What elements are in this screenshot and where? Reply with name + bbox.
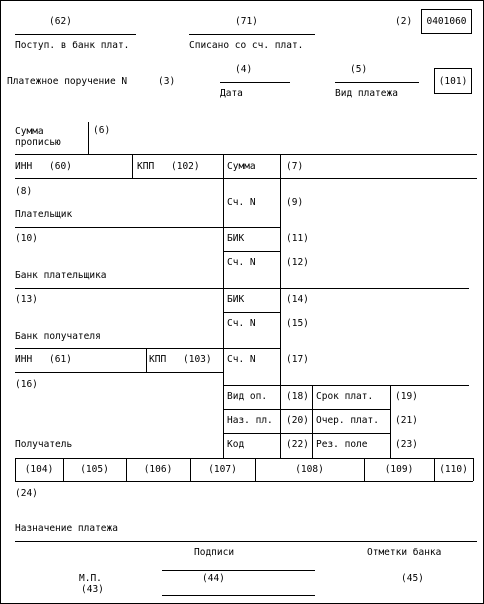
purpose-code-label: Наз. пл. [227, 415, 273, 426]
payer-bank-label: Банк плательщика [15, 270, 107, 281]
field-45: (45) [401, 573, 424, 584]
field-105: (105) [80, 464, 109, 475]
field-2: (2) [395, 16, 413, 27]
signatures-label: Подписи [194, 547, 235, 558]
field-22: (22) [286, 439, 309, 450]
details-divider-3 [390, 385, 391, 458]
payee-label: Получатель [15, 439, 73, 450]
payee-inn-label: ИНН [15, 354, 33, 365]
payer-bank-acct-label: Сч. N [227, 257, 256, 268]
tax-row-bottom [15, 481, 473, 482]
field-109: (109) [384, 464, 414, 475]
field-101: (101) [438, 75, 468, 87]
field-110: (110) [439, 464, 468, 475]
field-3: (3) [158, 76, 176, 87]
code-label: Код [227, 439, 245, 450]
receipt-date-line [15, 34, 136, 35]
field-62: (62) [49, 16, 72, 27]
field-43: (43) [81, 584, 104, 595]
field-14: (14) [286, 294, 309, 305]
field-60: (60) [49, 161, 72, 172]
rule-432 [223, 433, 390, 434]
term-label: Срок плат. [316, 391, 374, 402]
rule-153 [15, 154, 477, 155]
field-101-box [434, 68, 472, 94]
rule-384 [223, 385, 469, 386]
rule-226 [15, 227, 280, 228]
field-44: (44) [202, 573, 225, 584]
payee-bank-acct-label: Сч. N [227, 318, 256, 329]
amount-words-label-2: прописью [15, 137, 61, 148]
field-23: (23) [395, 439, 418, 450]
field-103: (103) [183, 354, 212, 365]
rule-250 [223, 251, 280, 252]
field-20: (20) [286, 415, 309, 426]
details-divider-1 [280, 385, 281, 458]
value-divider [280, 154, 281, 385]
debit-date-line [189, 34, 315, 35]
date-line [220, 82, 290, 83]
date-label: Дата [220, 88, 243, 99]
field-104: (104) [24, 464, 54, 475]
field-4: (4) [235, 64, 253, 75]
field-21: (21) [395, 415, 418, 426]
payee-bank-bik-label: БИК [227, 294, 245, 305]
field-10: (10) [15, 233, 38, 244]
rule-540 [15, 541, 477, 542]
field-102: (102) [171, 161, 200, 172]
payee-bank-label: Банк получателя [15, 331, 101, 342]
signature-line-2 [162, 595, 315, 596]
form-code: 0401060 [426, 16, 467, 27]
field-71: (71) [235, 16, 258, 27]
field-17: (17) [286, 354, 309, 365]
rule-347 [15, 348, 280, 349]
payer-kpp-label: КПП [137, 161, 155, 172]
payee-acct-label: Сч. N [227, 354, 256, 365]
field-107: (107) [208, 464, 237, 475]
field-8: (8) [15, 186, 33, 197]
field-12: (12) [286, 257, 309, 268]
rule-177 [15, 178, 477, 179]
rule-287 [15, 288, 469, 289]
field-11: (11) [286, 233, 309, 244]
amount-words-label-1: Сумма [15, 126, 44, 137]
field-15: (15) [286, 318, 309, 329]
sum-label: Сумма [227, 161, 256, 172]
details-divider-2 [312, 385, 313, 458]
field-7: (7) [286, 161, 304, 172]
payer-acct-label: Сч. N [227, 197, 256, 208]
payer-label: Плательщик [15, 209, 73, 220]
field-106: (106) [143, 464, 173, 475]
amount-words-divider [88, 122, 89, 154]
purpose-label: Назначение платежа [15, 523, 118, 534]
field-18: (18) [286, 391, 309, 402]
tax-row-top [15, 458, 473, 459]
payer-inn-divider [132, 154, 133, 178]
rule-311 [223, 312, 280, 313]
center-divider [223, 154, 224, 458]
payment-kind-line [335, 82, 419, 83]
signature-line-1 [162, 570, 315, 571]
field-24: (24) [15, 488, 38, 499]
payee-kpp-label: КПП [149, 354, 167, 365]
field-16: (16) [15, 379, 38, 390]
field-61: (61) [49, 354, 72, 365]
payment-kind-label: Вид платежа [335, 88, 398, 99]
debit-label: Списано со сч. плат. [189, 40, 304, 51]
field-6: (6) [93, 125, 111, 136]
field-9: (9) [286, 197, 304, 208]
field-19: (19) [395, 391, 418, 402]
field-108: (108) [295, 464, 324, 475]
payer-inn-label: ИНН [15, 161, 33, 172]
payer-bank-bik-label: БИК [227, 233, 245, 244]
bank-marks-label: Отметки банка [367, 547, 442, 558]
form-code-box [421, 9, 472, 34]
rule-408 [223, 409, 390, 410]
receipt-label: Поступ. в банк плат. [15, 40, 130, 51]
rule-371 [15, 372, 223, 373]
field-13: (13) [15, 294, 38, 305]
field-5: (5) [350, 64, 368, 75]
priority-label: Очер. плат. [316, 415, 379, 426]
order-title: Платежное поручение N [7, 76, 128, 87]
stamp-label: М.П. [79, 573, 102, 584]
tax-divider-7 [473, 458, 474, 481]
op-type-label: Вид оп. [227, 391, 268, 402]
reserve-label: Рез. поле [316, 439, 368, 450]
payee-inn-divider [146, 348, 147, 372]
